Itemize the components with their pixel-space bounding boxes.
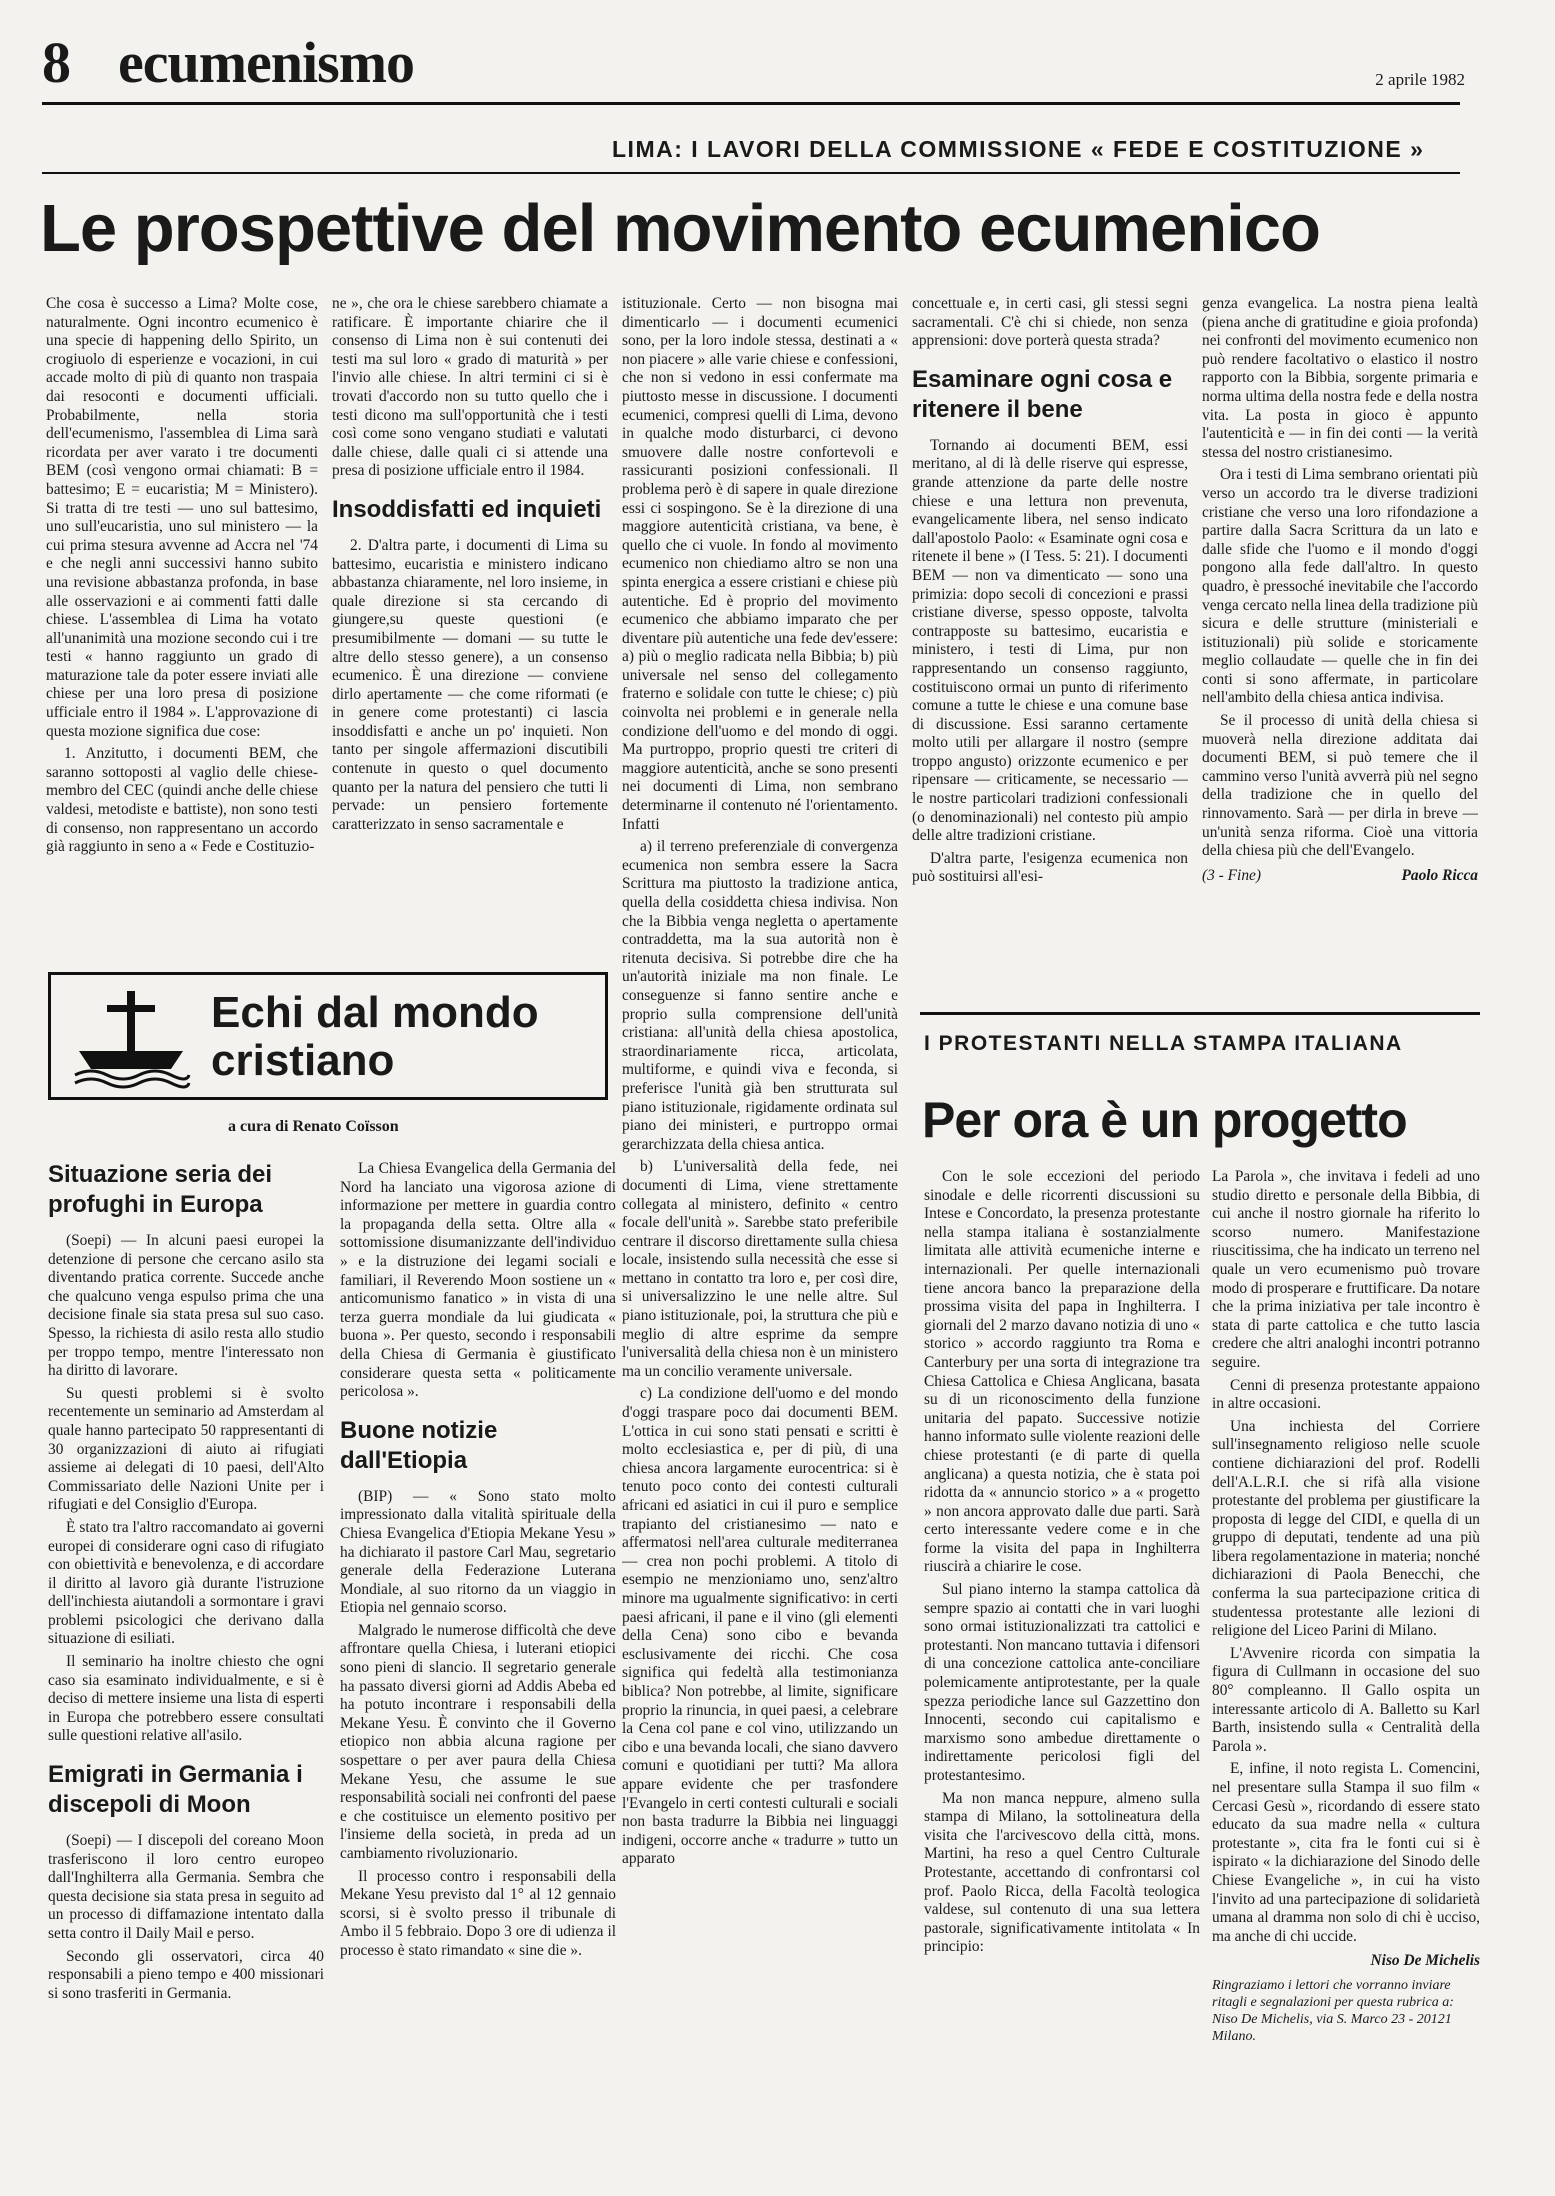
lima-column-2 — [332, 295, 608, 957]
lima-paragraph: c) La condizione dell'uomo e del mondo d'oggi traspare poco dai documenti BEM. L'ottica in cui sono stati pensati e scritti è molto ecclesiastica e, per di più, di una chiesa ancora largamente eurocentrica: si è tenuto poco conto dei contesti culturali africani ed asiatici in cui il puro e semplice trapianto del cristianesimo — nato e affermatosi nell'area culturale mediterranea — crea non pochi problemi. A titolo di esempio ne menzioniamo uno, senz'altro minore ma ugualmente significativo: in certi paesi africani, il pane e il vino (gli elementi della Cena) sono cibo e bevanda esclusivamente dei ricchi. Che cosa significa qui fedeltà alla testimonianza biblica? Non potrebbe, al limite, significare proprio la rinuncia, in quei paesi, a celebrare la Cena col pane e col vino, utilizzando un cibo e una bevanda locali, che siano davvero comuni e quotidiani per tutti? Ma allora appare evidente che per trasfondere l'Evangelo in certi contesti culturali e sociali non basta tradurre la Bibbia nei linguaggi indigeni, occorre anche « tradurre » tutto un apparato — [622, 1385, 898, 1868]
kicker-rule — [42, 172, 1460, 174]
lima-paragraph: Che cosa è successo a Lima? Molte cose, naturalmente. Ogni incontro ecumenico è una specie di happening dello Spirito, un crogiuolo di esperienze e vocazioni, in cui accade molto di più di quanto non traspaia dai resoconti e documenti ufficiali. Probabilmente, nella storia dell'ecumenismo, l'assemblea di Lima sarà ricordata per aver varato i tre documenti BEM (così vengono ormai chiamati: B = battesimo; E = eucaristia; M = Ministero). Si tratta di tre testi — uno sul battesimo, uno sull'eucaristia, uno sul ministero — la cui prima stesura avvenne ad Accra nel '74 e che negli anni successivi hanno subito una revisione abbastanza profonda, in base alle osservazioni e ai commenti fatti dalle chiese. L'assemblea di Lima ha votato all'unanimità una mozione secondo cui i tre testi « hanno raggiunto un grado di maturazione tale da poter essere inviati alle chiese per una loro presa di posizione ufficiale entro il 1984 ». L'approvazione di questa mozione significa due cose: — [46, 295, 318, 740]
echi-paragraph: Il processo contro i responsabili della Mekane Yesu previsto dal 1° al 12 gennaio scorsi, si è svolto presso il tribunale di Ambo il 5 febbraio. Dopo 3 ore di udienza il processo è stato rimandato « sine die ». — [340, 1867, 616, 1959]
echi-paragraph: (Soepi) — I discepoli del coreano Moon trasferiscono il loro centro europeo dall'Inghilterra alla Germania. Sembra che questa decisione sia stata presa in seguito ad un processo di diffamazione intentato dalla setta contro il Daily Mail e perso. — [48, 1832, 324, 1942]
lima-paragraph: ne », che ora le chiese sarebbero chiamate a ratificare. È importante chiarire che il consenso di Lima non è sui contenuti dei testi ma sul loro « grado di maturità » per l'invio alle chiese. In altri termini ci si è trovati d'accordo non su tutto quello che i testi dicono ma sull'opportunità che i testi così come sono vengano studiati e valutati dalle chiese, dalle quali ci si attende una presa di posizione ufficiale entro il 1984. — [332, 295, 608, 480]
lima-subheading-esaminare: Esaminare ogni cosa e ritenere il bene — [912, 365, 1173, 423]
lima-paragraph: 2. D'altra parte, i documenti di Lima su battesimo, eucaristia e ministero indicano abbastanza chiaramente, nel loro insieme, in quale direzione si sta cercando di giungere,su queste questioni (e presumibilmente — domani — su tutte le altre dello stesso genere), a un consenso ecumenico. È una direzione — conviene dirlo apertamente — che come riformati (e in genere come protestanti) ci lascia insoddisfatti e anche un po' inquieti. Non tanto per singole affermazioni discutibili contenute in questo o quel documento quanto per la natura del pensiero che tutti li pervade: un pensiero fortemente caratterizzato in senso sacramentale e — [332, 536, 608, 833]
protestanti-paragraph: Sul piano interno la stampa cattolica dà sempre spazio ai contatti che in vari luoghi sono ormai istituzionalizzati tra cattolici e protestanti. Non mancano tuttavia i difensori di una concezione cattolica ante-conciliare polemicamente antiprotestante, per la quale spezza periodiche lance sul Gazzettino don Innocenti, secondo cui capitalismo e marxismo sono ambedue direttamente o indirettamente pericolosi figli del protestantesimo. — [924, 1581, 1200, 1784]
protestanti-paragraph: L'Avvenire ricorda con simpatia la figura di Cullmann in occasione del suo 80° compleanno. Il Gallo ospita un interessante articolo di A. Balletto su Karl Barth, insistendo sulla « Centralità della Parola ». — [1212, 1644, 1480, 1755]
lima-paragraph: Tornando ai documenti BEM, essi meritano, al di là delle riserve qui espresse, grande attenzione da parte delle nostre chiese e una lettura non prevenuta, evangelicamente libera, nel senso indicato dall'apostolo Paolo: « Esaminate ogni cosa e ritenete il bene » (I Tess. 5: 21). I documenti BEM — non va dimenticato — sono una primizia: dopo secoli di concezioni e prassi cristiane diverse, spesso opposte, talvolta contrapposte su battesimo, eucaristia e ministero, i testi di Lima, pur non rappresentando un consenso raggiunto, costituiscono ormai un punto di riferimento comune a tutte le chiese e una comune base di discussione. Essi saranno certamente molto utili per allargare il nostro (sempre troppo angusto) orizzonte ecumenico e per ripensare — criticamente, se necessario — le nostre particolari tradizioni confessionali (o denominazionali) nel contesto più ampio delle altre tradizioni cristiane. — [912, 436, 1188, 845]
echi-subheading-profughi: Situazione seria dei profughi in Europa — [48, 1161, 273, 1218]
protestanti-paragraph: Con le sole eccezioni del periodo sinodale e delle ricorrenti discussioni su Intese e Concordato, la presenza protestante nella stampa italiana è sostanzialmente limitata alle attività ecumeniche interne e internazionali. Per quelle internazionali tiene ancora banco la preparazione della prossima visita del papa in Inghilterra. I giornali del 2 marzo davano notizia di uno « storico » accordo raggiunto tra Roma e Canterbury per una sorta di integrazione tra Chiesa Cattolica e Chiesa Anglicana, basata su di un riconoscimento della funzione unitaria del papato. Successive notizie hanno informato sulle violente reazioni delle chiese protestanti (e di parte di quella anglicana) a questa notizia, che è stata poi ridotta da « annuncio storico » a « progetto » non ancora approvato dalle due parti. Sarà certo interessante vedere come e in che forme la visita del papa in Inghilterra riuscirà a chiarire le cose. — [924, 1168, 1200, 1576]
page-number: 8 — [42, 30, 71, 95]
lima-paragraph: Ora i testi di Lima sembrano orientati più verso un accordo tra le diverse tradizioni cristiane che verso una loro rifondazione a partire dalla Sacra Scrittura da un lato e dalle sfide che l'uomo e il mondo d'oggi pongono alla fede dall'altro. In questo quadro, è pressoché inevitabile che l'accordo venga cercato nella linea della tradizione più sicura e delle strutture (ministeriali e istituzionali) più solide e storicamente meglio collaudate — quelle che in fin dei conti si sono affermate, in particolare nell'ambito della chiesa antica indivisa. — [1202, 466, 1478, 707]
echi-subheading-etiopia: Buone notizie dall'Etiopia — [340, 1416, 498, 1474]
protestanti-column-2 — [1212, 1168, 1480, 2170]
protestanti-paragraph: E, infine, il noto regista L. Comencini, nel presentare sulla Stampa il suo film « Cercasi Gesù », ricordando di essere stato educato da sua madre nella « cultura protestante », cita fra le fonti cui si è ispirato « la dichiarazione del Sinodo delle Chiese Evangeliche », in cui ha visto l'invito ad una partecipazione di solidarietà umana al dramma non solo di chi è ucciso, ma anche di chi uccide. — [1212, 1760, 1480, 1945]
echi-paragraph: (BIP) — « Sono stato molto impressionato dalla vitalità spirituale della Chiesa Evangelica d'Etiopia Mekane Yesu » ha dichiarato il pastore Carl Mau, segretario generale della Federazione Luterana Mondiale, al suo ritorno da un viaggio in Etiopia nel gennaio scorso. — [340, 1487, 616, 1617]
lima-column-3 — [622, 295, 898, 2175]
lima-paragraph: Se il processo di unità della chiesa si muoverà nella direzione additata dai documenti BEM, si può temere che il cammino verso l'unità avverrà più nel segno della tradizione che in quello del rinnovamento. Sarà — per dirla in breve — un'unità senza riforma. Cioè una vittoria della chiesa più che dell'Evangelo. — [1202, 712, 1478, 860]
echi-paragraph: È stato tra l'altro raccomandato ai governi europei di considerare ogni caso di rifugiato con obiettività e benevolenza, e di accordare il diritto al lavoro già durante l'istruzione dell'inchiesta aiutandoli a sormontare i gravi problemi psicologici che derivano dalla situazione di esiliati. — [48, 1518, 324, 1648]
echi-paragraph: Su questi problemi si è svolto recentemente un seminario ad Amsterdam al quale hanno partecipato 50 rappresentanti di 30 organizzazioni di aiuto ai rifugiati assieme ai delegati di 10 paesi, dell'Alto Commissariato delle Nazioni Unite per i rifugiati e del Consiglio d'Europa. — [48, 1384, 324, 1514]
protestanti-paragraph: Una inchiesta del Corriere sull'insegnamento religioso nelle scuole contiene dichiarazioni del prof. Rodelli dell'A.L.R.I. che si rifà alla visione protestante del problema per giustificare la proposta di legge del CIDI, e quella di un gruppo di deputati, tendente ad una più libera regolamentazione in materia; nonché dichiarazioni di Paola Benecchi, che conferma la sua partecipazione critica di studentessa protestante alle lezioni di religione del Liceo Parini di Milano. — [1212, 1417, 1480, 1640]
protestanti-paragraph: Ma non manca neppure, almeno sulla stampa di Milano, la sottolineatura della visita che l'arcivescovo della città, mons. Martini, ha reso a quel Centro Culturale Protestante, accettando di confrontarsi col prof. Paolo Ricca, della Facoltà teologica valdese, sul contenuto di una sua lettera pastorale, significativamente intitolata « In principio: — [924, 1789, 1200, 1956]
echi-paragraph: Il seminario ha inoltre chiesto che ogni caso sia esaminato individualmente, e si è deciso di mettere insieme una lista di esperti in Europa che potrebbero essere consultati sulle questioni relative all'asilo. — [48, 1653, 324, 1745]
protestanti-column-1 — [924, 1168, 1200, 2170]
lima-paragraph: D'altra parte, l'esigenza ecumenica non può sostituirsi all'esi- — [912, 849, 1188, 886]
echi-byline: a cura di Renato Coïsson — [228, 1118, 399, 1135]
lima-signoff — [1202, 867, 1478, 886]
lima-column-1 — [46, 295, 318, 957]
echi-paragraph: Secondo gli osservatori, circa 40 responsabili a pieno tempo e 400 missionari si sono trasferiti in Germania. — [48, 1947, 324, 2002]
protestanti-paragraph: Cenni di presenza protestante appaiono in altre occasioni. — [1212, 1376, 1480, 1413]
echi-section-banner — [48, 972, 608, 1100]
protestanti-footnote: Ringraziamo i lettori che vorranno inviare ritagli e segnalazioni per questa rubrica a: Niso De Michelis, via S. Marco 23 - 20121 Milano. — [1212, 1977, 1454, 2044]
lima-author: Paolo Ricca — [1401, 866, 1478, 884]
protestanti-paragraph: La Parola », che invitava i fedeli ad uno studio diretto e personale della Bibbia, di cui anche il nostro giornale ha riferito lo scorso numero. Manifestazione riuscitissima, che ha indicato un terreno nel quale un vero ecumenismo può trovare modo di prosperare e fruttificare. Da notare che la prima iniziativa per tale incontro è stata di parte cattolica e che tutto lascia credere che altri analoghi incontri potranno seguire. — [1212, 1168, 1480, 1371]
lima-headline: Le prospettive del movimento ecumenico — [40, 191, 1320, 266]
lima-paragraph: concettuale e, in certi casi, gli stessi segni sacramentali. C'è chi si chiede, non senza apprensioni: dove porterà questa strada? — [912, 295, 1188, 350]
echi-paragraph: (Soepi) — In alcuni paesi europei la detenzione di persone che cercano asilo sta diventando pratica corrente. Succede anche che qualcuno venga espulso prima che una decisione finale sia stata presa sul suo caso. Spesso, la richiesta di asilo resta allo studio per troppo tempo, mentre l'interessato non ha diritto di lavorare. — [48, 1232, 324, 1380]
lima-paragraph: istituzionale. Certo — non bisogna mai dimenticarlo — i documenti ecumenici sono, per la loro indole stessa, destinati a « non piacere » alle varie chiese e confessioni, che non si vedono in essi confermate ma piuttosto messe in discussione. I documenti ecumenici, compresi quelli di Lima, devono in qualche modo disturbarci, ci devono smuovere dalle nostre confortevoli e rassicuranti posizioni confessionali. Il problema però è di sapere in quale direzione essi ci sospingono. Se è la direzione di una maggiore autenticità cristiana, va bene, è quello che ci vuole. In fondo al movimento ecumenico non chiediamo altro se non una spinta energica a essere cristiani e chiese più autentiche. Ed è proprio del movimento ecumenico che abbiamo imparato che per diventare più autentiche una fede dev'essere: a) più o meglio radicata nella Bibbia; b) più universale nel senso del collegamento fraterno e solidale con tutte le chiese; c) più coinvolta nei problemi e in generale nella condizione dell'uomo e del mondo di oggi. Ma purtroppo, proprio questi tre criteri di maggiore autenticità, anche se sono presenti nei documenti di Lima, non sembrano determinarne il contenuto né l'orientamento. Infatti — [622, 295, 898, 833]
echi-title — [211, 989, 539, 1085]
protestanti-author: Niso De Michelis — [1370, 1952, 1480, 1970]
section-title: ecumenismo — [118, 30, 415, 95]
lima-subheading-insoddisfatti: Insoddisfatti ed inquieti — [332, 495, 602, 523]
protestanti-kicker: I PROTESTANTI NELLA STAMPA ITALIANA — [924, 1032, 1403, 1055]
echi-paragraph: La Chiesa Evangelica della Germania del Nord ha lanciato una vigorosa azione di informazione per mettere in guardia contro la propaganda della setta. Oltre alla « sottomissione disumanizzante dell'individuo » e la distruzione dei legami sociali e familiari, il Reverendo Moon sostiene un « anticomunismo fanatico » in vista di una terza guerra mondiale da lui giudicata « buona ». Per questo, secondo i responsabili della Chiesa di Germania è giustificato considerare questa setta « politicamente pericolosa ». — [340, 1160, 616, 1401]
lima-paragraph: 1. Anzitutto, i documenti BEM, che saranno sottoposti al vaglio delle chiese-membro del CEC (quindi anche delle chiese valdesi, metodiste e battiste), non sono testi di consenso, non rappresentano un accordo già raggiunto in seno a « Fede e Costituzio- — [46, 745, 318, 856]
cross-boat-icon — [71, 985, 191, 1089]
masthead-rule — [42, 102, 1460, 105]
lima-paragraph: a) il terreno preferenziale di convergenza ecumenica non sembra essere la Sacra Scrittura ma piuttosto la tradizione antica, quella della cosiddetta chiesa indivisa. Non che la Bibbia venga negletta o apertamente contraddetta, ma la sua autorità non è ritenuta decisiva. Si potrebbe dire che ha un'autorità iniziale ma non finale. Le conseguenze si fanno sentire anche e proprio sulla comprensione dell'unità cristiana: all'unità della chiesa apostolica, straordinariamente ricca, articolata, multiforme, e quindi viva e feconda, si preferisce l'unità già ben strutturata sul piano istituzionale, rigidamente ordinata sul piano dei ministeri, e purtroppo ormai gerarchizzata della chiesa antica. — [622, 838, 898, 1153]
lima-column-4 — [912, 295, 1188, 985]
echi-title-line1: Echi dal mondo — [211, 988, 539, 1037]
protestanti-headline: Per ora è un progetto — [922, 1092, 1407, 1148]
lima-paragraph: b) L'universalità della fede, nei documenti di Lima, viene strettamente collegata al ministero, definito « centro focale dell'unità ». Sarebbe stato preferibile centrare il discorso direttamente sulla chiesa locale, insistendo sulla necessità che esse si mettano in contatto tra loro e, per così dire, si universalizzino le une nelle altre. Sul piano istituzionale, poi, la struttura che più e meglio di altre esprime da sempre l'universalità della chiesa non è un ministero ma un concilio veramente universale. — [622, 1158, 898, 1380]
issue-date: 2 aprile 1982 — [1375, 70, 1465, 89]
lima-kicker: LIMA: I LAVORI DELLA COMMISSIONE « FEDE E COSTITUZIONE » — [612, 136, 1425, 162]
echi-column-1 — [48, 1160, 324, 2170]
lima-paragraph: genza evangelica. La nostra piena lealtà (piena anche di gratitudine e gioia profonda) nei confronti del movimento ecumenico non può rendere facoltativo o elastico il nostro rapporto con la Bibbia, sorgente primaria e norma ultima della nostra fede e della nostra vita. La posta in gioco è appunto l'autenticità e — in fin dei conti — la verità stessa del nostro cristianesimo. — [1202, 295, 1478, 461]
protestanti-rule-top — [920, 1012, 1480, 1015]
echi-paragraph: Malgrado le numerose difficoltà che deve affrontare quella Chiesa, i luterani etiopici sono pieni di slancio. Il segretario generale ha passato diversi giorni ad Addis Abeba ed ha potuto incontrare i responsabili della Mekane Yesu. È convinto che il Governo etiopico non abbia alcuna ragione per sospettare o per aver paura della Chiesa Mekane Yesu, che assume le sue responsabilità sociali nei confronti del paese e che costituisce un elemento positivo per l'insieme della società, in preda ad un cambiamento rivoluzionario. — [340, 1621, 616, 1862]
echi-column-2 — [340, 1160, 616, 2170]
lima-column-5 — [1202, 295, 1478, 985]
echi-title-line2: cristiano — [211, 1036, 395, 1085]
lima-end-tag: (3 - Fine) — [1202, 866, 1261, 884]
echi-subheading-moon: Emigrati in Germania i discepoli di Moon — [48, 1761, 303, 1819]
